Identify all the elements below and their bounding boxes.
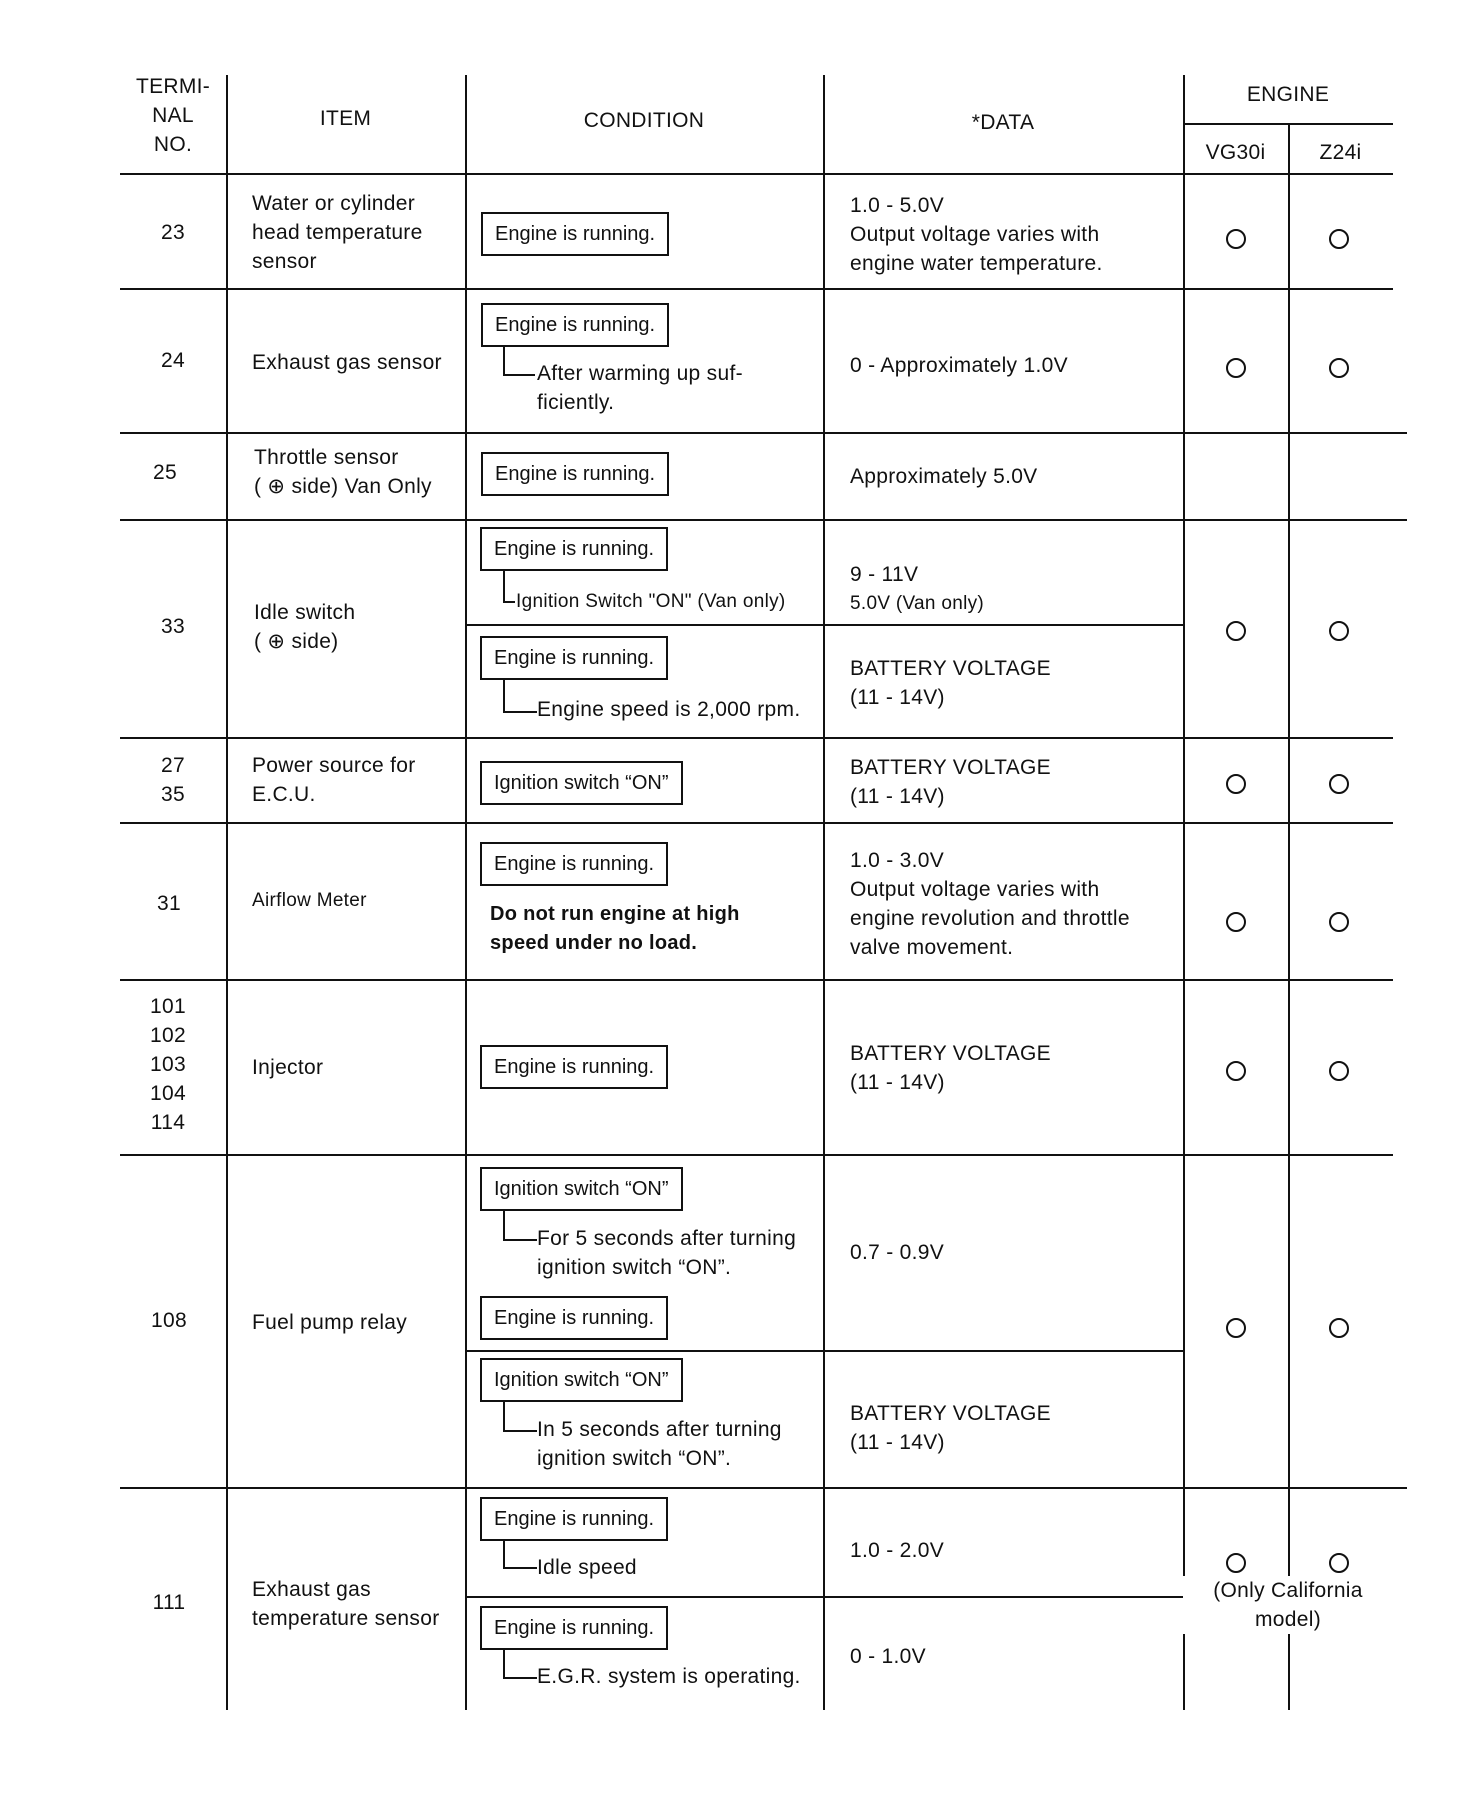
subrow-divider	[465, 624, 1183, 626]
col-divider	[1288, 125, 1290, 1710]
terminal-number: 23	[161, 221, 185, 244]
data-value: 1.0 - 5.0V Output voltage varies with engine water temperature.	[850, 194, 1103, 275]
condition-box: Engine is running.	[480, 527, 668, 571]
item-name: Exhaust gas sensor	[252, 351, 442, 374]
condition-detail: After warming up suf- ficiently.	[537, 362, 743, 414]
data-header: *DATA	[971, 111, 1035, 134]
condition-box: Engine is running.	[480, 1296, 668, 1340]
item-name: Idle switch ( ⊕ side)	[254, 601, 356, 653]
condition-leader-line	[503, 1650, 537, 1679]
applicable-circle-icon	[1329, 621, 1349, 641]
row-divider	[120, 979, 1393, 981]
condition-detail: Engine speed is 2,000 rpm.	[537, 698, 801, 721]
data-value: BATTERY VOLTAGE (11 - 14V)	[850, 1042, 1051, 1094]
item-name: Airflow Meter	[252, 890, 367, 911]
condition-detail: For 5 seconds after turning ignition switch “ON”.	[537, 1227, 797, 1279]
applicable-circle-icon	[1226, 621, 1246, 641]
subrow-divider	[465, 1596, 1183, 1598]
item-name: Fuel pump relay	[252, 1311, 408, 1334]
item-name: Water or cylinder head temperature sensor	[252, 192, 423, 273]
condition-note: Do not run engine at high speed under no load.	[490, 903, 740, 954]
condition-box: Engine is running.	[480, 1045, 668, 1089]
row-divider	[120, 1154, 1393, 1156]
applicable-circle-icon	[1226, 774, 1246, 794]
applicable-circle-icon	[1226, 229, 1246, 249]
engine-header-divider	[1183, 123, 1393, 125]
applicable-circle-icon	[1329, 229, 1349, 249]
applicable-circle-icon	[1226, 1553, 1246, 1573]
data-value: BATTERY VOLTAGE (11 - 14V)	[850, 657, 1051, 709]
terminal-number: 31	[157, 892, 181, 915]
row-divider	[120, 737, 1393, 739]
item-header: ITEM	[319, 107, 372, 130]
col-divider	[1183, 75, 1185, 1710]
applicable-circle-icon	[1329, 1318, 1349, 1338]
condition-detail: Idle speed	[537, 1556, 637, 1579]
col-divider	[226, 75, 228, 1710]
condition-box: Ignition switch “ON”	[480, 1167, 683, 1211]
col-divider	[465, 75, 467, 1710]
data-value: 0 - 1.0V	[850, 1645, 926, 1668]
data-value: 1.0 - 3.0V Output voltage varies with engine revolution and throttle valve movement.	[850, 849, 1130, 959]
condition-detail: Ignition Switch "ON" (Van only)	[516, 591, 786, 612]
data-value: 1.0 - 2.0V	[850, 1539, 945, 1562]
condition-detail: In 5 seconds after turning ignition switch “ON”.	[537, 1418, 782, 1470]
condition-box: Engine is running.	[481, 303, 669, 347]
condition-leader-line	[503, 347, 535, 376]
condition-box: Engine is running.	[480, 1606, 668, 1650]
item-name: Exhaust gas temperature sensor	[252, 1578, 440, 1630]
condition-header: CONDITION	[583, 109, 705, 132]
terminal-number: 33	[161, 615, 185, 638]
applicable-circle-icon	[1226, 1318, 1246, 1338]
condition-box: Engine is running.	[481, 212, 669, 256]
condition-box: Engine is running.	[480, 842, 668, 886]
row-divider	[120, 1487, 1407, 1489]
applicable-circle-icon	[1329, 358, 1349, 378]
data-value: 9 - 11V 5.0V (Van only)	[850, 563, 985, 614]
item-name: Throttle sensor ( ⊕ side) Van Only	[254, 446, 432, 498]
condition-detail: E.G.R. system is operating.	[537, 1665, 801, 1688]
terminal-number: 27 35	[161, 754, 185, 806]
condition-box: Engine is running.	[480, 636, 668, 680]
row-divider	[120, 519, 1407, 521]
applicable-circle-icon	[1226, 358, 1246, 378]
row-divider	[120, 288, 1393, 290]
col-divider	[823, 75, 825, 1710]
data-value: 0 - Approximately 1.0V	[850, 354, 1068, 377]
terminal-number: 24	[161, 349, 185, 372]
vg30i-header: VG30i	[1205, 141, 1266, 164]
engine-note: (Only California model)	[1183, 1576, 1393, 1634]
z24i-header: Z24i	[1319, 141, 1362, 164]
engine-header: ENGINE	[1246, 83, 1330, 106]
condition-box: Ignition switch “ON”	[480, 1358, 683, 1402]
applicable-circle-icon	[1329, 1061, 1349, 1081]
data-value: 0.7 - 0.9V	[850, 1241, 945, 1264]
terminal-number: 111	[152, 1591, 186, 1614]
condition-box: Engine is running.	[480, 1497, 668, 1541]
condition-leader-line	[503, 1541, 537, 1569]
applicable-circle-icon	[1226, 912, 1246, 932]
terminal-number: 25	[153, 461, 177, 484]
condition-box: Engine is running.	[481, 452, 669, 496]
subrow-divider	[465, 1350, 1183, 1352]
condition-leader-line	[503, 571, 515, 603]
row-divider	[120, 822, 1393, 824]
applicable-circle-icon	[1329, 912, 1349, 932]
condition-leader-line	[503, 1402, 537, 1432]
data-value: BATTERY VOLTAGE (11 - 14V)	[850, 1402, 1051, 1454]
item-name: Power source for E.C.U.	[252, 754, 416, 806]
data-value: BATTERY VOLTAGE (11 - 14V)	[850, 756, 1051, 808]
terminal-number: 108	[151, 1309, 187, 1332]
condition-box: Ignition switch “ON”	[480, 761, 683, 805]
header-bottom-line	[120, 173, 1393, 175]
condition-leader-line	[503, 680, 537, 713]
terminal-no-header: TERMI- NAL NO.	[135, 75, 211, 156]
data-value: Approximately 5.0V	[850, 465, 1038, 488]
applicable-circle-icon	[1329, 774, 1349, 794]
row-divider	[120, 432, 1407, 434]
applicable-circle-icon	[1329, 1553, 1349, 1573]
terminal-number: 101 102 103 104 114	[150, 995, 186, 1134]
condition-leader-line	[503, 1211, 537, 1241]
applicable-circle-icon	[1226, 1061, 1246, 1081]
item-name: Injector	[252, 1056, 324, 1079]
